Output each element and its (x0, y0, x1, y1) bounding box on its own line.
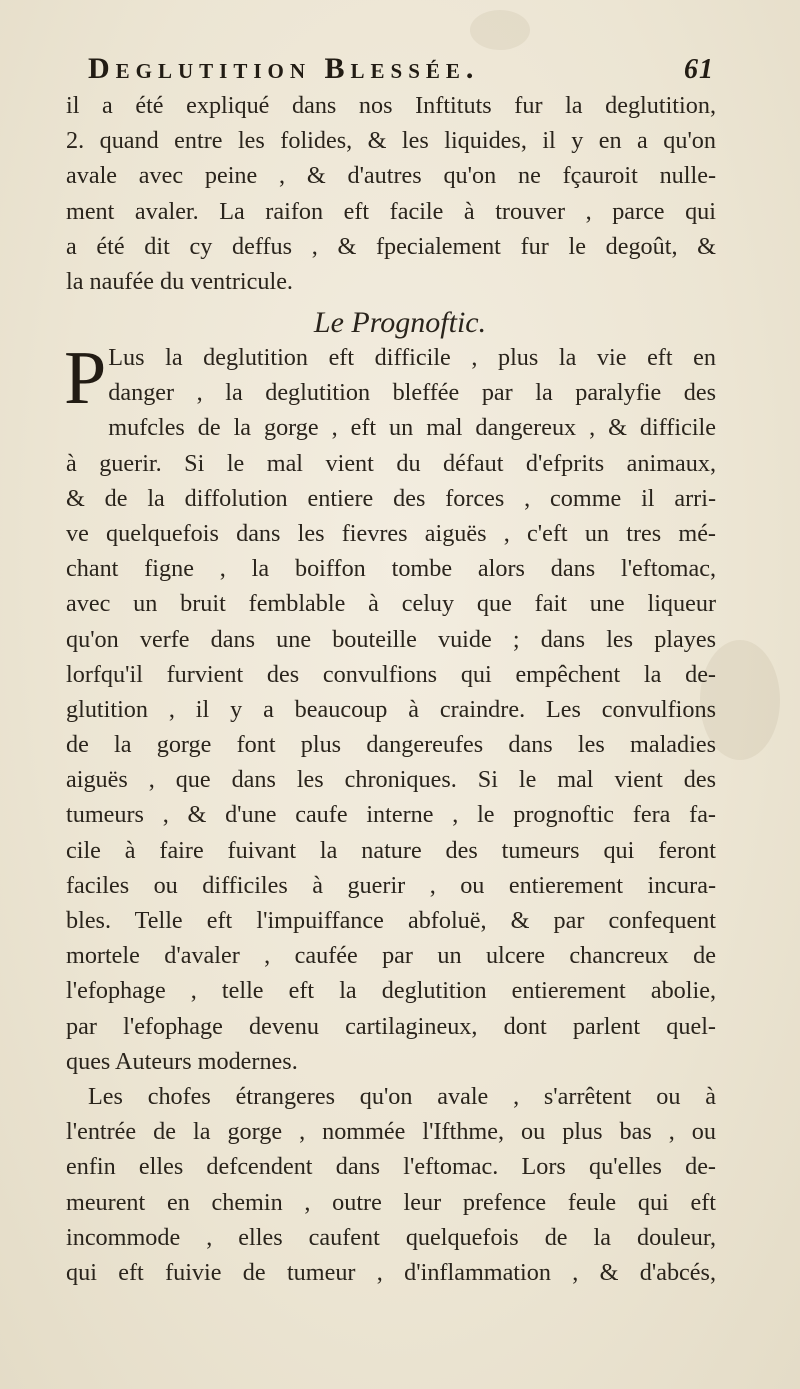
text-line: l'entrée de la gorge , nommée l'Ifthme, ou plus bas , ou (66, 1118, 716, 1146)
text-line: ques Auteurs modernes. (66, 1047, 298, 1075)
text-line: a été dit cy deffus , & fpecialement fur le degoût, & (66, 232, 716, 260)
text-line: Les chofes étrangeres qu'on avale , s'arrêtent ou à (88, 1082, 716, 1110)
text-line: à guerir. Si le mal vient du défaut d'efprits animaux, (66, 449, 716, 477)
text-line: Lus la deglutition eft difficile , plus la vie eft en (108, 344, 716, 371)
text-line: glutition , il y a beaucoup à craindre. Les convulfions (66, 695, 716, 723)
text-line: ment avaler. La raifon eft facile à trouver , parce qui (66, 197, 716, 225)
text-line: 2. quand entre les folides, & les liquides, il y en a qu'on (66, 127, 716, 155)
running-header (88, 52, 714, 92)
text-line: mufcles de la gorge , eft un mal dangereux , & difficile (108, 414, 716, 442)
text-line: bles. Telle eft l'impuiffance abfoluë, & par confequent (66, 907, 716, 934)
text-line: ve quelquefois dans les fievres aiguës , c'eft un tres mé- (66, 519, 716, 547)
text-line: danger , la deglutition bleffée par la paralyfie des (108, 379, 716, 407)
running-title: Deglutition Blessée. (88, 52, 480, 85)
page-number: 61 (684, 54, 714, 85)
paper-stain (470, 10, 530, 50)
text-line: faciles ou difficiles à guerir , ou entierement incura- (66, 871, 716, 899)
text-line: avec un bruit femblable à celuy que fait une liqueur (66, 590, 716, 618)
section-heading: Le Prognoftic. (313, 306, 487, 339)
text-line: il a été expliqué dans nos Inftituts fur la deglutition, (66, 92, 716, 119)
text-line: chant figne , la boiffon tombe alors dans l'eftomac, (66, 555, 716, 583)
text-line: lorfqu'il furvient des convulfions qui empêchent la de- (66, 660, 716, 688)
text-line: enfin elles defcendent dans l'eftomac. Lors qu'elles de- (66, 1153, 716, 1181)
text-line: la naufée du ventricule. (66, 267, 293, 295)
text-line: cile à faire fuivant la nature des tumeurs qui feront (66, 836, 716, 864)
text-line: meurent en chemin , outre leur prefence feule qui eft (66, 1188, 716, 1216)
text-line: par l'efophage devenu cartilagineux, dont parlent quel- (66, 1012, 716, 1040)
intro-paragraph (66, 88, 716, 299)
text-line: incommode , elles caufent quelquefois de la douleur, (66, 1223, 716, 1251)
text-line: qu'on verfe dans une bouteille vuide ; dans les playes (66, 625, 716, 653)
text-line: tumeurs , & d'une caufe interne , le prognoftic fera fa- (66, 801, 716, 829)
text-line: qui eft fuivie de tumeur , d'inflammation , & d'abcés, (66, 1258, 716, 1286)
text-line: l'efophage , telle eft la deglutition entierement abolie, (66, 977, 716, 1005)
text-line: & de la diffolution entiere des forces , comme il arri- (66, 484, 716, 512)
text-line: avale avec peine , & d'autres qu'on ne fçauroit nulle- (66, 162, 716, 190)
text-line: mortele d'avaler , caufée par un ulcere chancreux de (66, 942, 716, 970)
drop-cap: P (64, 336, 107, 420)
text-line: de la gorge font plus dangereufes dans les maladies (66, 731, 716, 759)
text-line: aiguës , que dans les chroniques. Si le mal vient des (66, 766, 716, 794)
prognostic-body (64, 336, 716, 1290)
